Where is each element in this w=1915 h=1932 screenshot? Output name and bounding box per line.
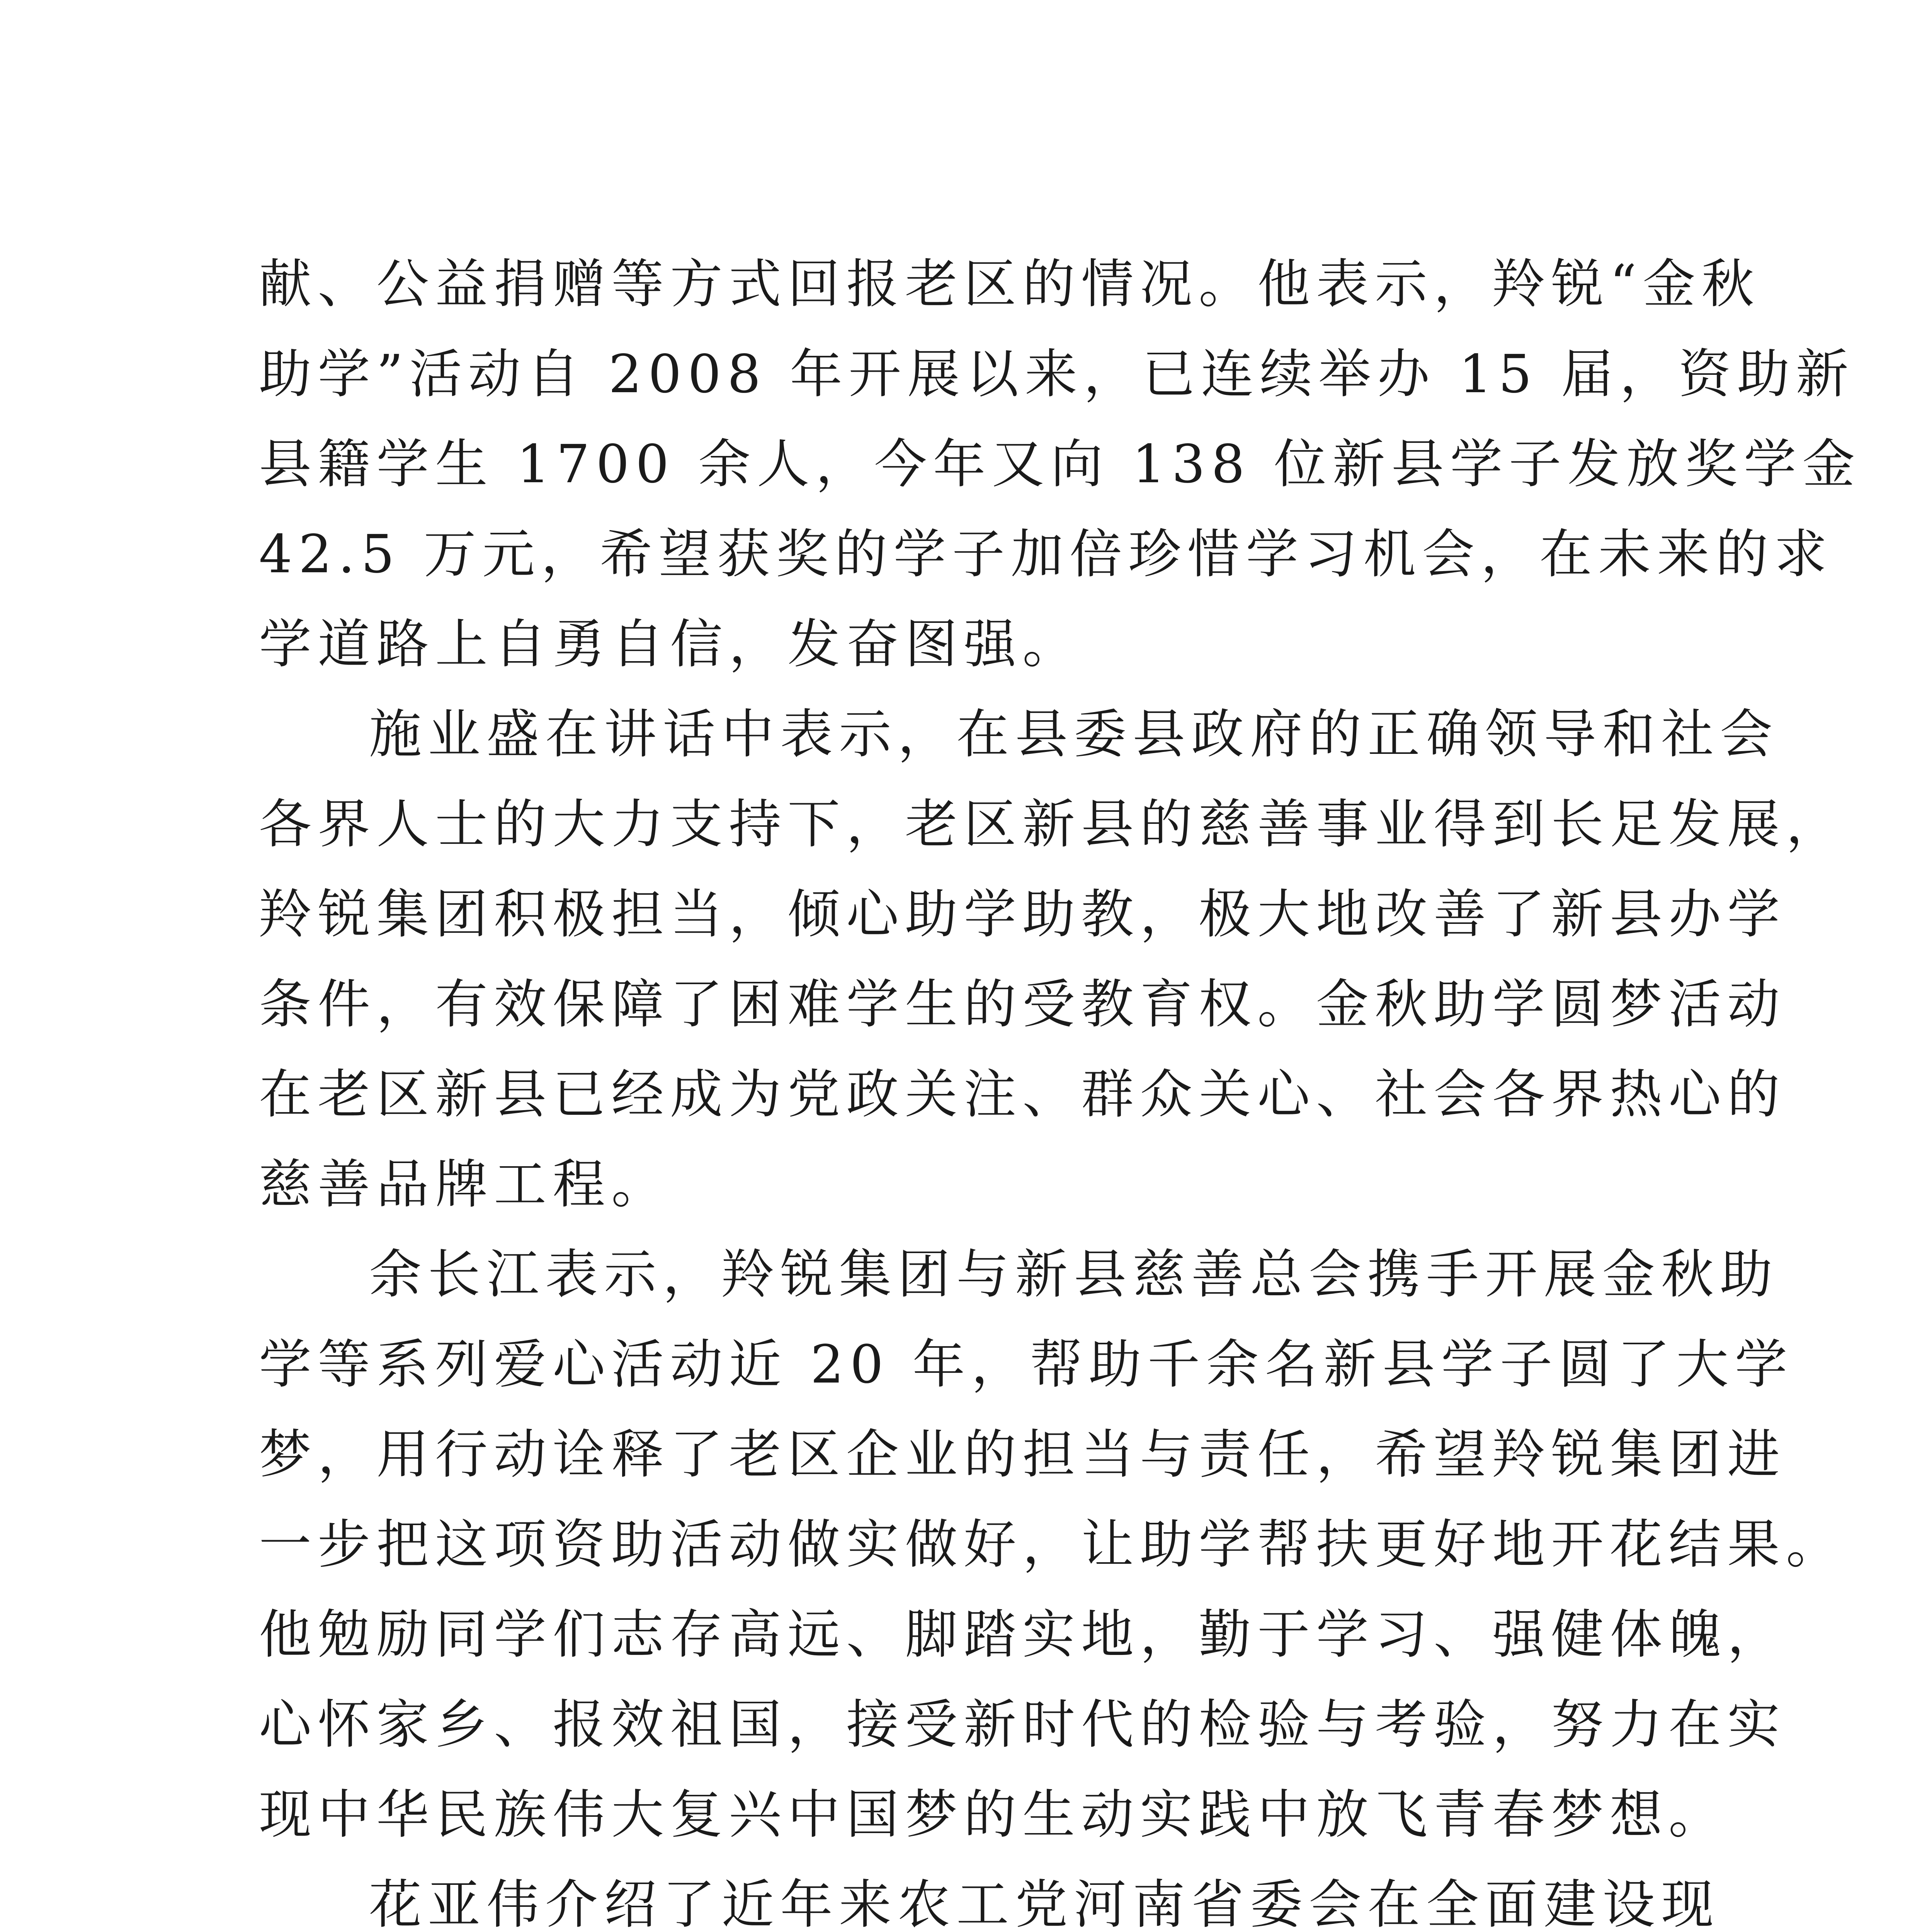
text-line: 花亚伟介绍了近年来农工党河南省委会在全面建设现 xyxy=(369,1874,1720,1932)
body-text xyxy=(259,240,1861,1932)
text-line: 各界人士的大力支持下，老区新县的慈善事业得到长足发展， xyxy=(259,794,1845,855)
text-line: 学道路上自勇自信，发奋图强。 xyxy=(259,614,1081,675)
text-line: 县籍学生 1700 余人，今年又向 138 位新县学子发放奖学金 xyxy=(259,434,1861,495)
text-line: 梦，用行动诠释了老区企业的担当与责任，希望羚锐集团进 xyxy=(259,1424,1786,1485)
text-line: 献、公益捐赠等方式回报老区的情况。他表示，羚锐“金秋 xyxy=(259,254,1760,315)
text-line: 慈善品牌工程。 xyxy=(259,1154,670,1215)
text-line: 42.5 万元，希望获奖的学子加倍珍惜学习机会，在未来的求 xyxy=(259,524,1833,585)
text-line: 现中华民族伟大复兴中国梦的生动实践中放飞青春梦想。 xyxy=(259,1784,1727,1845)
text-line: 余长江表示，羚锐集团与新县慈善总会携手开展金秋助 xyxy=(369,1244,1779,1305)
text-line: 他勉励同学们志存高远、脚踏实地，勤于学习、强健体魄， xyxy=(259,1604,1786,1665)
text-line: 心怀家乡、报效祖国，接受新时代的检验与考验，努力在实 xyxy=(259,1694,1786,1755)
text-line: 羚锐集团积极担当，倾心助学助教，极大地改善了新县办学 xyxy=(259,884,1786,945)
text-line: 助学”活动自 2008 年开展以来，已连续举办 15 届，资助新 xyxy=(259,344,1855,405)
text-line: 学等系列爱心活动近 20 年，帮助千余名新县学子圆了大学 xyxy=(259,1334,1794,1395)
text-line: 条件，有效保障了困难学生的受教育权。金秋助学圆梦活动 xyxy=(259,974,1786,1035)
text-line: 在老区新县已经成为党政关注、群众关心、社会各界热心的 xyxy=(259,1064,1786,1125)
text-line: 一步把这项资助活动做实做好，让助学帮扶更好地开花结果。 xyxy=(259,1514,1845,1575)
text-line: 施业盛在讲话中表示，在县委县政府的正确领导和社会 xyxy=(369,704,1779,765)
